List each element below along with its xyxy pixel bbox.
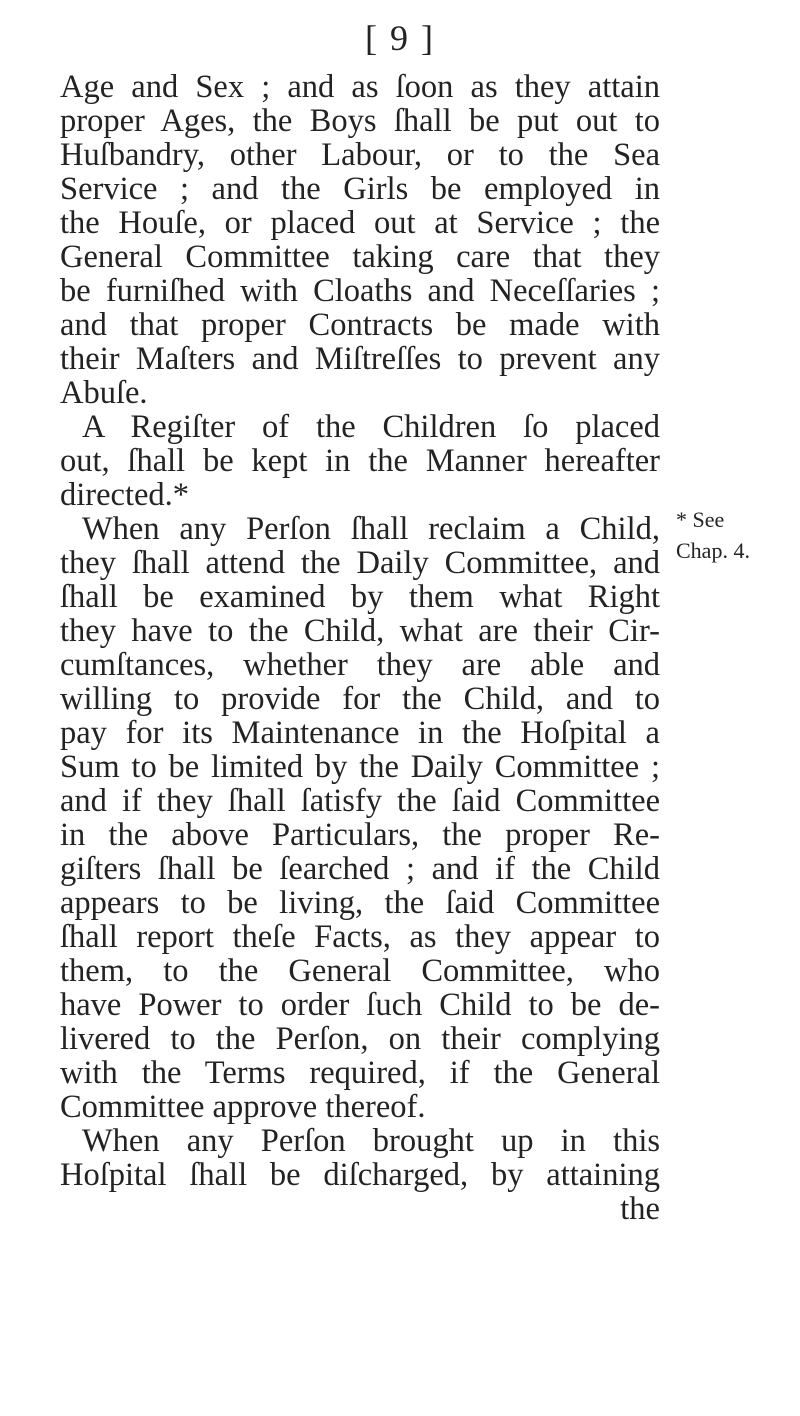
text-line: ſhall be examined by them what Right (60, 579, 660, 615)
margin-note: Chap. 4. (676, 538, 750, 563)
text-line: out, ſhall be kept in the Manner hereafter (60, 443, 660, 479)
text-line: A Regiſter of the Children ſo placed (82, 409, 660, 445)
text-line: cumſtances, whether they are able and (60, 647, 660, 683)
body-text (60, 70, 660, 1226)
catchword: the (620, 1191, 660, 1227)
text-line: Huſbandry, other Labour, or to the Sea (60, 137, 660, 173)
text-line: proper Ages, the Boys ſhall be put out to (60, 103, 660, 139)
text-line: them, to the General Committee, who (60, 953, 660, 989)
text-line: livered to the Perſon, on their complying (60, 1021, 660, 1057)
text-line: giſters ſhall be ſearched ; and if the Child (60, 851, 660, 887)
text-line: directed.* (60, 477, 190, 513)
text-line: they ſhall attend the Daily Committee, and (60, 545, 660, 581)
text-line: they have to the Child, what are their Cir- (60, 613, 660, 649)
text-line: be furniſhed with Cloaths and Neceſſaries ; (60, 273, 660, 309)
text-line: Sum to be limited by the Daily Committee ; (60, 749, 660, 785)
text-line: appears to be living, the ſaid Committee (60, 885, 660, 921)
text-line: and that proper Contracts be made with (60, 307, 660, 343)
text-line: willing to provide for the Child, and to (60, 681, 660, 717)
text-line: have Power to order ſuch Child to be de- (60, 987, 660, 1023)
page-header: [ 9 ] (365, 18, 435, 58)
text-line: When any Perſon ſhall reclaim a Child, (82, 511, 660, 547)
text-line: Abuſe. (60, 375, 148, 411)
text-line: pay for its Maintenance in the Hoſpital a (60, 715, 660, 751)
text-line: their Maſters and Miſtreſſes to prevent any (60, 341, 660, 377)
text-line: Age and Sex ; and as ſoon as they attain (60, 69, 660, 105)
text-line: and if they ſhall ſatisfy the ſaid Committee (60, 783, 660, 819)
text-line: Committee approve thereof. (60, 1089, 426, 1125)
text-line: with the Terms required, if the General (60, 1055, 660, 1091)
text-line: in the above Particulars, the proper Re- (60, 817, 660, 853)
text-line: When any Perſon brought up in this (82, 1123, 660, 1159)
margin-note: * See (676, 507, 725, 532)
text-line: ſhall report theſe Facts, as they appear to (60, 919, 660, 955)
text-line: the Houſe, or placed out at Service ; the (60, 205, 660, 241)
text-line: Hoſpital ſhall be diſcharged, by attaining (60, 1157, 660, 1193)
text-line: Service ; and the Girls be employed in (60, 171, 660, 207)
text-line: General Committee taking care that they (60, 239, 660, 275)
